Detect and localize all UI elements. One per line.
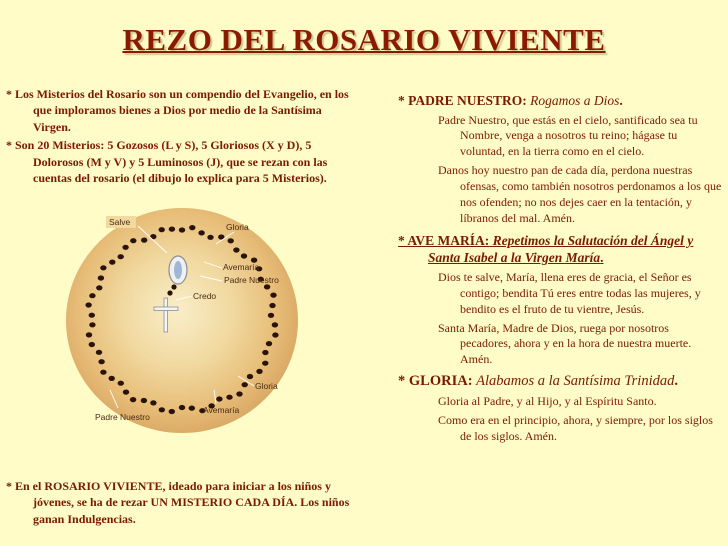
rosary-bead — [98, 359, 104, 364]
rosario-viviente-note — [6, 478, 358, 527]
intro-paragraph-misterios: * Los Misterios del Rosario son un compendio del Evangelio, en los que imploramos bienes a Dios por medio de la Santísima Virgen. — [6, 87, 349, 134]
ave-maria-title: * AVE MARÍA: — [398, 232, 490, 248]
rosary-bead — [130, 238, 136, 243]
rosary-bead — [118, 381, 124, 386]
label-gloria-bottom: Gloria — [255, 381, 278, 391]
rosary-bead — [169, 409, 175, 414]
rosary-bead — [85, 302, 91, 307]
rosary-bead — [159, 407, 165, 412]
rosary-bead — [236, 391, 242, 396]
rosario-viviente-paragraph: * En el ROSARIO VIVIENTE, ideado para iniciar a los niños y jóvenes, se ha de rezar UN MISTERIO CADA DÍA. Los niños ganan Indulgencias. — [6, 479, 350, 526]
rosary-bead — [241, 253, 247, 258]
rosary-bead — [266, 341, 272, 346]
label-padre-nuestro-side: Padre Nuestro — [224, 275, 279, 285]
gloria-period: . — [674, 373, 678, 390]
rosary-bead — [179, 405, 185, 410]
ave-maria-heading — [398, 232, 722, 267]
virgin-medal-icon — [169, 256, 187, 284]
rosary-bead — [179, 227, 185, 232]
rosary-bead — [122, 245, 128, 250]
rosary-bead — [109, 260, 115, 265]
rosary-bead — [268, 313, 274, 318]
gloria-text-1: Gloria al Padre, y al Hijo, y al Espíritu Santo. — [438, 393, 657, 408]
label-padre-nuestro-bottom: Padre Nuestro — [95, 412, 150, 422]
padre-nuestro-period: . — [619, 93, 623, 108]
rosary-bead — [233, 247, 239, 252]
gloria-subtitle: Alabamos a la Santísima Trinidad — [476, 373, 675, 390]
rosary-bead — [159, 227, 165, 232]
rosary-bead — [169, 227, 175, 232]
rosary-bead — [189, 225, 195, 230]
rosary-bead — [109, 376, 115, 381]
rosary-bead — [123, 390, 129, 395]
label-credo: Credo — [193, 291, 217, 301]
rosary-bead — [272, 322, 278, 327]
rosary-bead — [216, 396, 222, 401]
rosary-bead — [264, 284, 270, 289]
padre-nuestro-title: * PADRE NUESTRO: — [398, 93, 527, 108]
padre-nuestro-subtitle: Rogamos a Dios — [530, 93, 620, 108]
gloria-text-2: Como era en el principio, ahora, y siempre, por los siglos de los siglos. Amén. — [438, 412, 713, 443]
rosary-bead — [150, 400, 156, 405]
padre-nuestro-text-1: Padre Nuestro, que estás en el cielo, santificado sea tu Nombre, venga a nosotros tu reino; hágase tu voluntad, en la tierra como en el cielo. — [438, 112, 698, 159]
page-title: REZO DEL ROSARIO VIVIENTE — [122, 22, 606, 57]
rosary-bead — [130, 397, 136, 402]
rosary-bead — [242, 382, 248, 387]
rosary-bead — [269, 303, 275, 308]
gloria-heading — [398, 373, 722, 391]
rosary-bead — [270, 293, 276, 298]
rosary-bead — [247, 374, 253, 379]
rosary-bead — [262, 361, 268, 366]
rosary-bead — [198, 230, 204, 235]
ave-maria-text-1: Dios te salve, María, llena eres de gracia, el Señor es contigo; bendita Tú eres entre todas las mujeres, y bendito es el fruto de tu vientre, Jesús. — [438, 269, 701, 316]
ave-maria-subtitle: Repetimos la Salutación del Ángel y Santa Isabel a la Virgen María — [428, 232, 694, 266]
rosary-bead — [89, 313, 95, 318]
gloria-title: * GLORIA: — [398, 373, 473, 390]
label-salve: Salve — [109, 217, 131, 227]
intro-text — [6, 86, 356, 186]
rosary-bead — [96, 350, 102, 355]
rosary-bead — [118, 254, 124, 259]
rosary-bead — [89, 322, 95, 327]
rosary-bead — [141, 398, 147, 403]
intro-paragraph-veinte-misterios: * Son 20 Misterios: 5 Gozosos (L y S), 5 Gloriosos (X y D), 5 Dolorosos (M y V) y 5 Luminosos (J), que se rezan con las cuentas del rosario (el dibujo lo explica para 5 Misterios). — [6, 138, 328, 186]
rosary-beads — [85, 225, 278, 414]
rosary-bead — [89, 342, 95, 347]
prayers-column — [398, 92, 722, 445]
rosary-bead — [141, 238, 147, 243]
rosary-drawing — [66, 208, 298, 433]
rosary-bead — [207, 235, 213, 240]
rosary-bead — [100, 265, 106, 270]
rosary-bead — [272, 332, 278, 337]
rosary-bead — [262, 350, 268, 355]
ave-maria-period: . — [600, 250, 604, 266]
label-gloria-top: Gloria — [226, 222, 249, 232]
rosary-bead — [228, 238, 234, 243]
rosary-bead — [96, 285, 102, 290]
rosary-illustration — [66, 208, 298, 433]
crucifix-icon — [154, 298, 178, 332]
padre-nuestro-heading — [398, 92, 722, 110]
rosary-bead — [98, 275, 104, 280]
ave-maria-text-2: Santa María, Madre de Dios, ruega por nosotros pecadores, ahora y en la hora de nuestra muerte. Amén. — [438, 320, 692, 367]
padre-nuestro-text-2: Danos hoy nuestro pan de cada día, perdona nuestras ofensas, como también nosotros perdonamos a los que nos ofenden; no nos dejes caer en la tentación, y líbranos del mal. Amén. — [438, 163, 722, 225]
label-avemaria-top: Avemaría — [223, 262, 260, 272]
rosary-bead — [189, 406, 195, 411]
rosary-bead — [256, 369, 262, 374]
rosary-bead — [89, 293, 95, 298]
rosary-bead — [86, 332, 92, 337]
label-avemaria-bottom: Avemaría — [203, 405, 240, 415]
rosary-bead — [226, 395, 232, 400]
rosary-bead — [100, 370, 106, 375]
